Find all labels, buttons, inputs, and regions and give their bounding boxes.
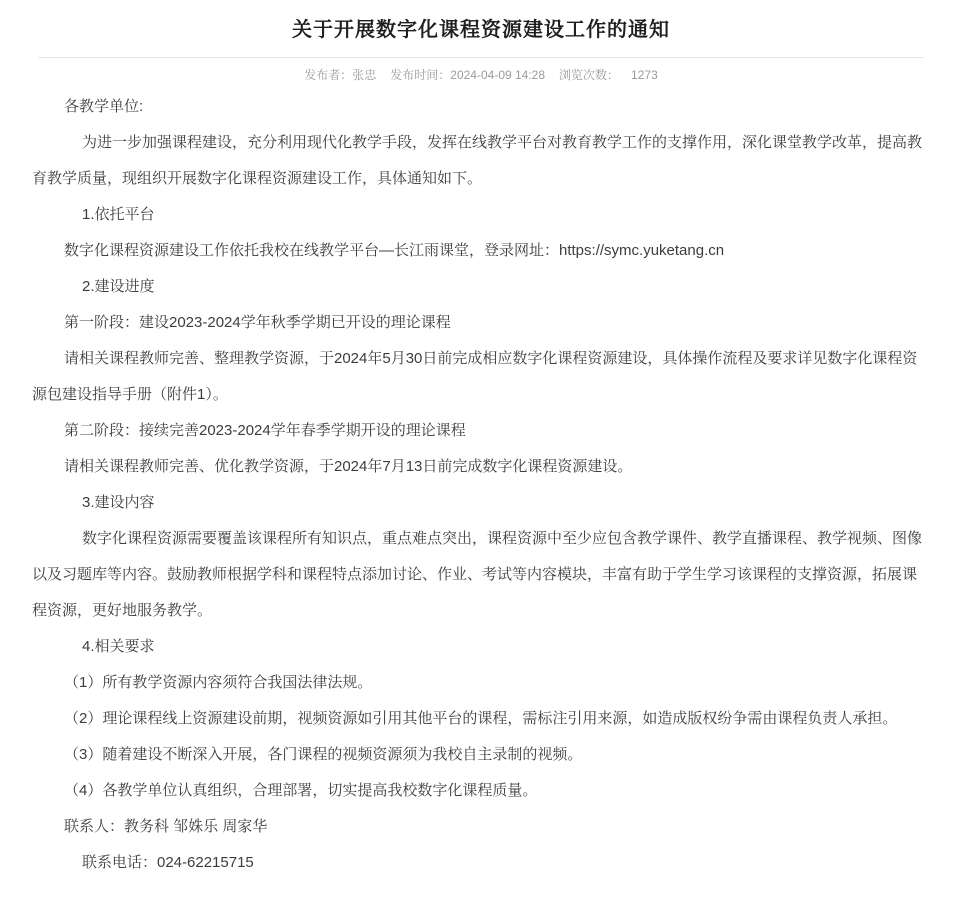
publish-time-label: 发布时间： <box>390 68 451 82</box>
notice-paragraph: 数字化课程资源建设工作依托我校在线教学平台—长江雨课堂，登录网址：https://symc.yuketang.cn <box>64 242 725 259</box>
notice-paragraph: 第二阶段：接续完善2023-2024学年春季学期开设的理论课程 <box>64 422 466 439</box>
notice-paragraph: （1）所有教学资源内容须符合我国法律法规。 <box>64 674 373 691</box>
publisher-label: 发布者： <box>304 68 353 82</box>
notice-meta-bar <box>0 67 962 83</box>
title-divider <box>38 57 924 58</box>
notice-paragraph: 请相关课程教师完善、优化教学资源，于2024年7月13日前完成数字化课程资源建设。 <box>64 458 633 475</box>
notice-page <box>0 16 962 916</box>
notice-paragraph: 为进一步加强课程建设，充分利用现代化教学手段，发挥在线教学平台对教育教学工作的支撑作用，深化课堂教学改革，提高教育教学质量，现组织开展数字化课程资源建设工作，具体通知如下。 <box>32 134 923 187</box>
notice-paragraph: 3.建设内容 <box>82 494 155 511</box>
publisher-value: 张忠 <box>352 68 377 82</box>
notice-paragraph: 各教学单位: <box>64 98 144 115</box>
view-count-meta <box>559 68 658 82</box>
notice-paragraph: （3）随着建设不断深入开展，各门课程的视频资源须为我校自主录制的视频。 <box>64 746 583 763</box>
view-count-value: 1273 <box>631 68 658 82</box>
publish-time-value: 2024-04-09 14:28 <box>450 68 546 82</box>
notice-paragraph: 第一阶段：建设2023-2024学年秋季学期已开设的理论课程 <box>64 314 451 331</box>
notice-paragraph: 4.相关要求 <box>82 638 155 655</box>
notice-paragraph: 联系电话：024-62215715 <box>82 854 254 871</box>
notice-paragraph: 1.依托平台 <box>82 206 155 223</box>
notice-paragraph: （4）各教学单位认真组织，合理部署，切实提高我校数字化课程质量。 <box>64 782 538 799</box>
notice-title: 关于开展数字化课程资源建设工作的通知 <box>292 19 670 41</box>
publisher-meta <box>304 68 376 82</box>
notice-body <box>0 83 962 881</box>
notice-paragraph: （2）理论课程线上资源建设前期，视频资源如引用其他平台的课程，需标注引用来源，如造成版权纷争需由课程负责人承担。 <box>64 710 898 727</box>
notice-paragraph: 数字化课程资源需要覆盖该课程所有知识点，重点难点突出，课程资源中至少应包含教学课件、教学直播课程、教学视频、图像以及习题库等内容。鼓励教师根据学科和课程特点添加讨论、作业、考试等内容模块，丰富有助于学生学习该课程的支撑资源，拓展课程资源，更好地服务教学。 <box>32 530 923 619</box>
notice-paragraph: 请相关课程教师完善、整理教学资源，于2024年5月30日前完成相应数字化课程资源建设，具体操作流程及要求详见数字化课程资源包建设指导手册（附件1）。 <box>32 350 918 403</box>
publish-time-meta <box>390 68 545 82</box>
notice-paragraph: 联系人：教务科 邹姝乐 周家华 <box>64 818 268 835</box>
notice-paragraph: 2.建设进度 <box>82 278 155 295</box>
view-count-label: 浏览次数： <box>559 68 620 82</box>
